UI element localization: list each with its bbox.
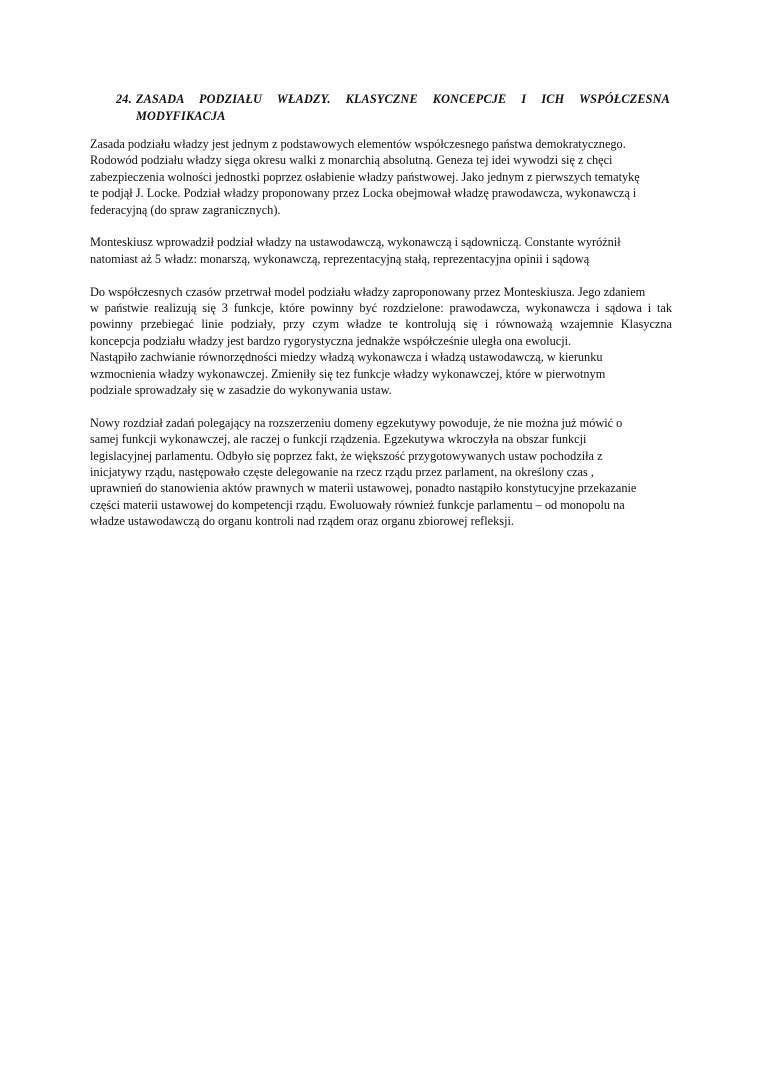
text-line: te podjął J. Locke. Podział władzy proponowany przez Locka obejmował władzę prawodawcza, wykonawczą i <box>90 186 637 201</box>
text-line: inicjatywy rządu, następowało częste delegowanie na rzecz rządu przez parlament, na określony czas , <box>90 465 594 480</box>
paragraph-2 <box>90 234 672 267</box>
text-line: Nastąpiło zachwianie równorzędności miedzy władzą wykonawcza i władzą ustawodawczą, w kierunku <box>90 350 603 365</box>
text-line: zabezpieczenia wolności jednostki poprzez osłabienie władzy państwowej. Jako jednym z pierwszych tematykę <box>90 169 640 184</box>
text-line: wzmocnienia władzy wykonawczej. Zmieniły się tez funkcje władzy wykonawczej, które w pierwotnym <box>90 366 606 381</box>
paragraph-3 <box>90 284 672 399</box>
document-body <box>90 136 672 546</box>
text-line: powinny przebiegać linie podziały, przy czym władze te kontrolują się i równoważą wzajemnie Klasyczna <box>90 317 672 332</box>
paragraph-1 <box>90 136 672 218</box>
text-line: Rodowód podziału władzy sięga okresu walki z monarchią absolutną. Geneza tej idei wywodzi się z chęci <box>90 153 613 168</box>
text-line: części materii ustawowej do kompetencji rządu. Ewoluowały również funkcje parlamentu – od monopolu na <box>90 497 625 512</box>
text-line: władze ustawodawczą do organu kontroli nad rządem oraz organu zbiorowej refleksji. <box>90 514 514 529</box>
text-line: Zasada podziału władzy jest jednym z podstawowych elementów współczesnego państwa demokratycznego. <box>90 137 626 151</box>
section-title-line1: ZASADA PODZIAŁU WŁADZY. KLASYCZNE KONCEPCJE I ICH WSPÓŁCZESNA <box>136 92 670 106</box>
paragraph-4 <box>90 415 672 530</box>
text-line: samej funkcji wykonawczej, ale raczej o funkcji rządzenia. Egzekutywa wkroczyła na obszar funkcji <box>90 432 587 447</box>
text-line: Monteskiusz wprowadził podział władzy na ustawodawczą, wykonawczą i sądowniczą. Constante wyróżnił <box>90 235 621 250</box>
text-line: koncepcja podziału władzy jest bardzo rygorystyczna jednakże współcześnie uległa ona ewolucji. <box>90 333 572 348</box>
text-line: federacyjną (do spraw zagranicznych). <box>90 202 281 217</box>
text-line: legislacyjnej parlamentu. Odbyło się poprzez fakt, że większość przygotowywanych ustaw pochodziła z <box>90 448 603 463</box>
section-heading <box>116 91 670 125</box>
section-title-line2: MODYFIKACJA <box>136 109 226 123</box>
text-line: Do współczesnych czasów przetrwał model podziału władzy zaproponowany przez Monteskiusza. Jego zdaniem <box>90 284 646 299</box>
section-number: 24. <box>116 92 132 106</box>
text-line: uprawnień do stanowienia aktów prawnych w materii ustawowej, ponadto nastąpiło konstytucyjne przekazanie <box>90 481 637 496</box>
text-line: natomiast aż 5 władz: monarszą, wykonawczą, reprezentacyjną stałą, reprezentacyjna opinii i sądową <box>90 251 590 266</box>
text-line: Nowy rozdział zadań polegający na rozszerzeniu domeny egzekutywy powoduje, że nie można już mówić o <box>90 415 623 430</box>
text-line: w państwie realizują się 3 funkcje, które powinny być rozdzielone: prawodawcza, wykonawcza i sądowa i tak <box>90 301 672 316</box>
text-line: podziale sprowadzały się w zasadzie do wykonywania ustaw. <box>90 383 392 398</box>
